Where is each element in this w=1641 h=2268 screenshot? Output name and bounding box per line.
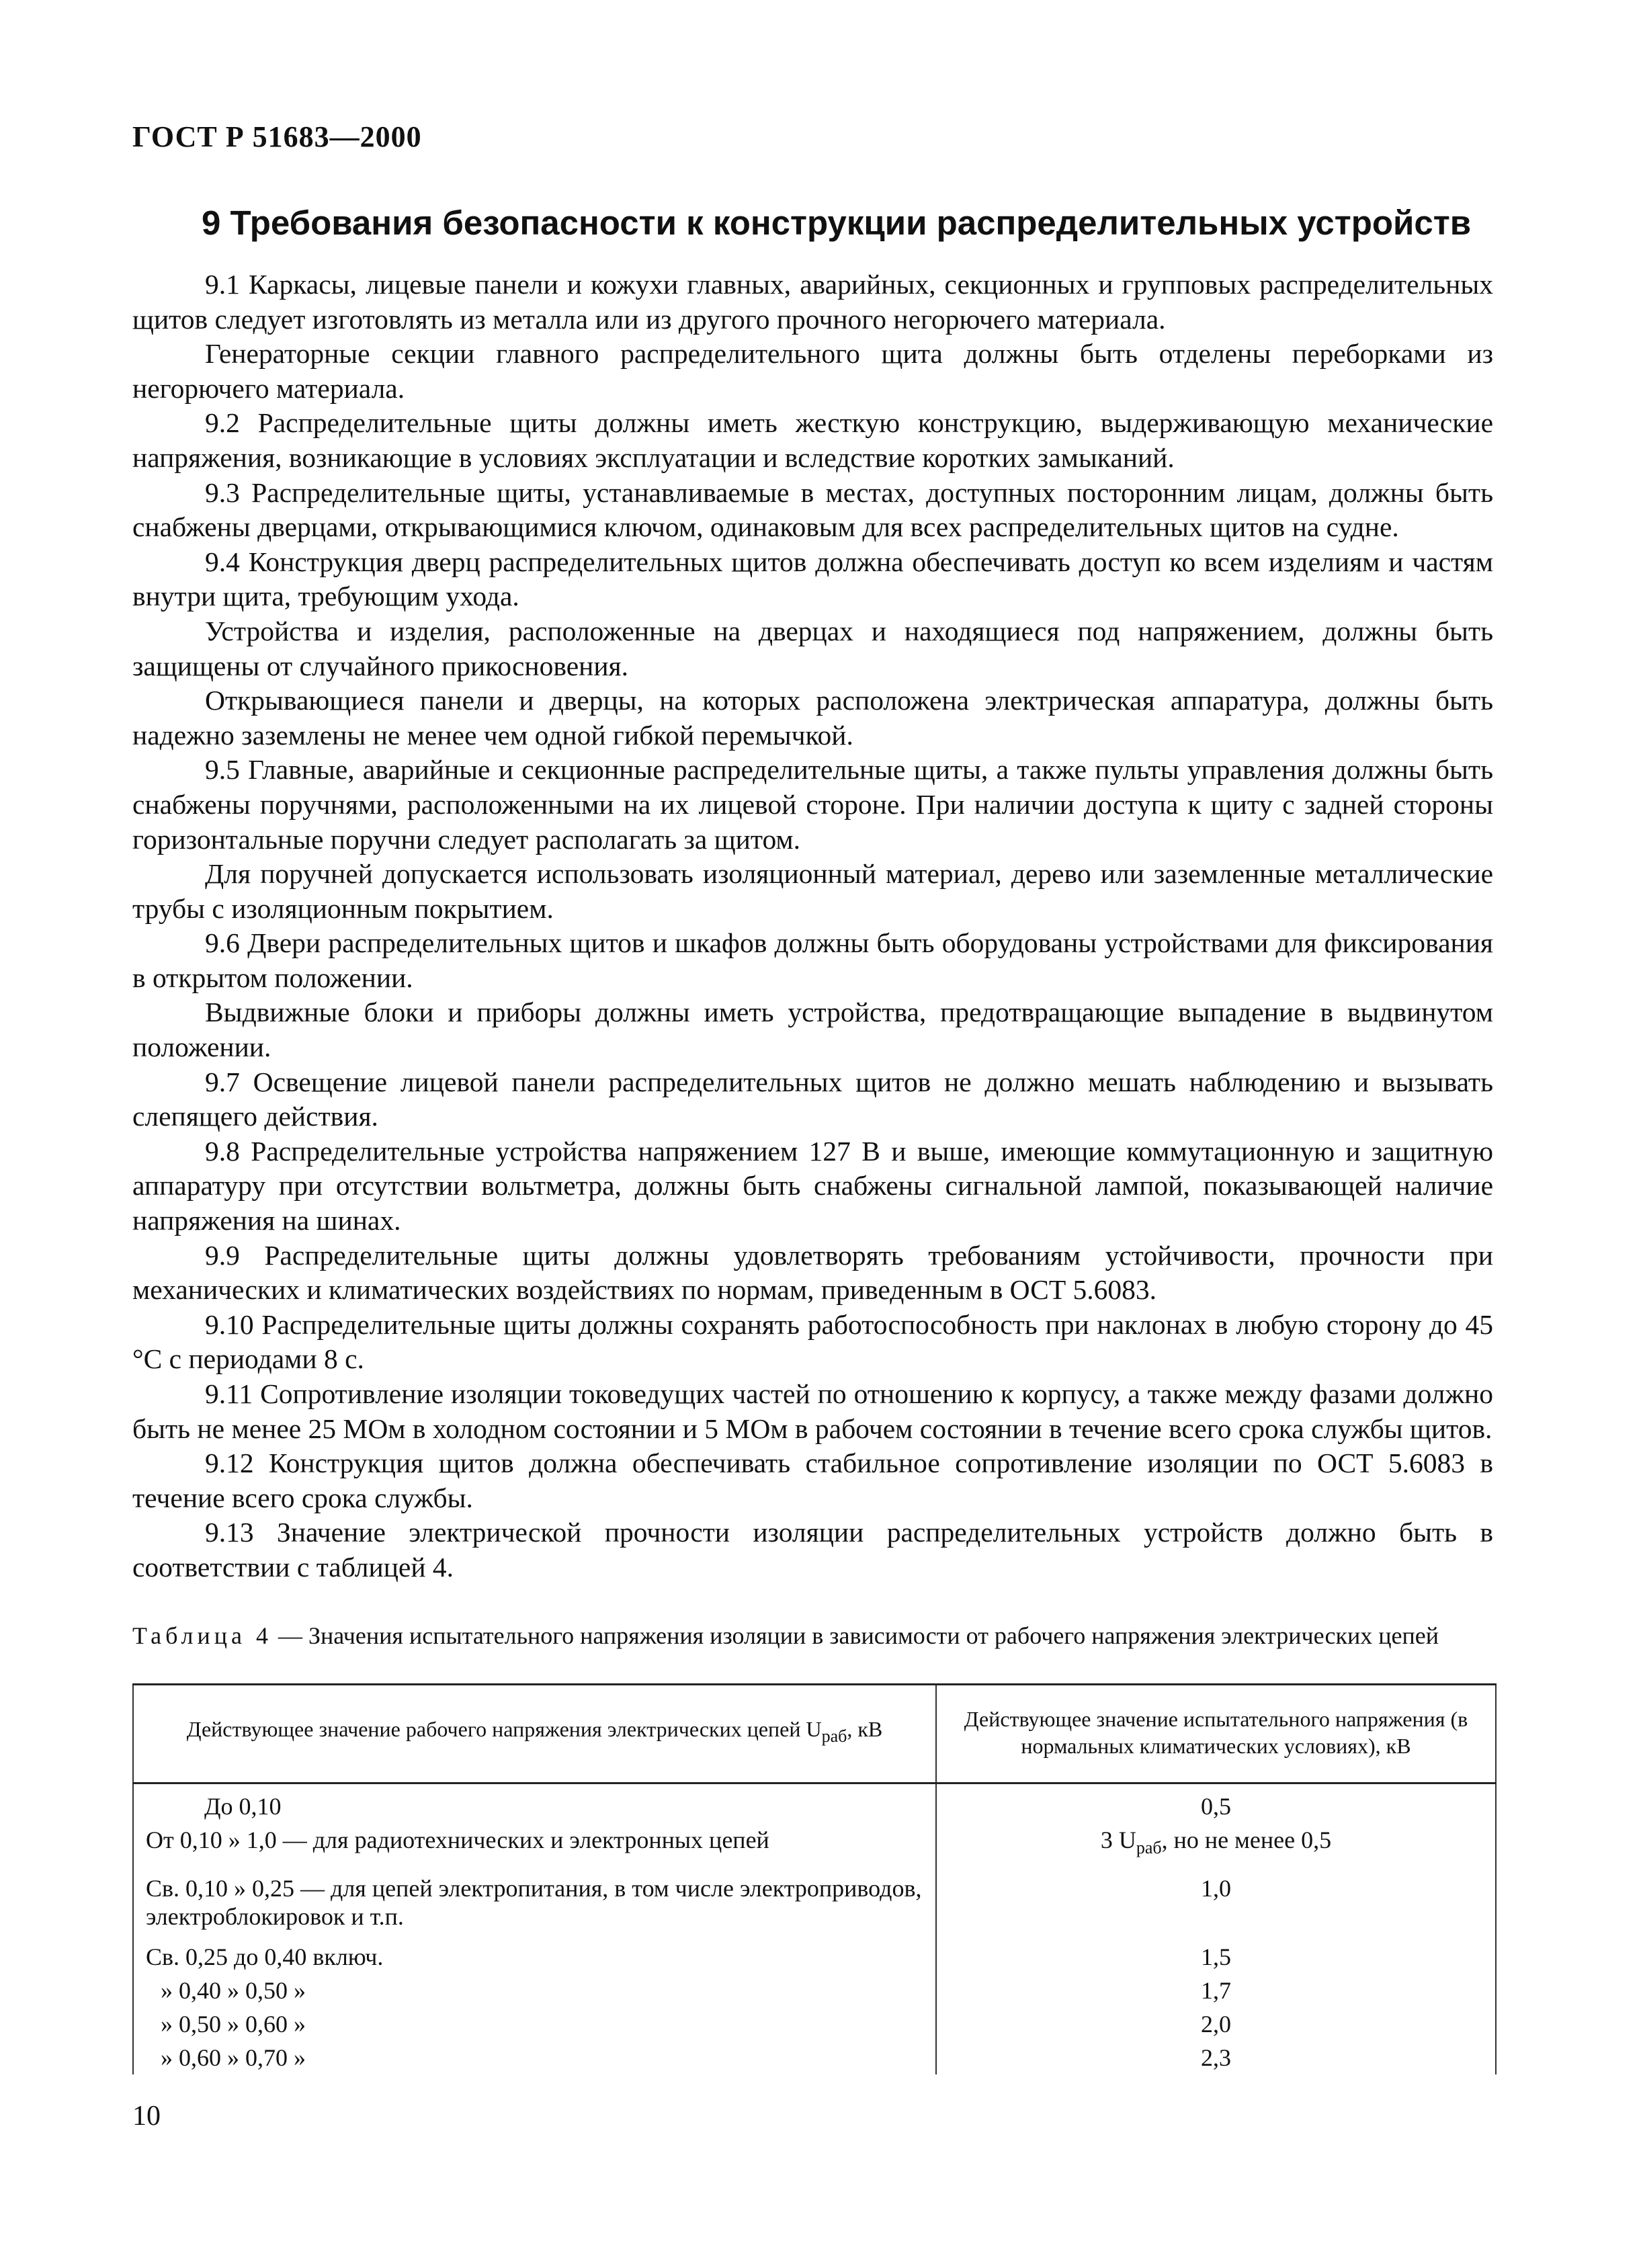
- table-cell: » 0,50 » 0,60 »: [133, 2007, 936, 2041]
- table-header-working-voltage: Действующее значение рабочего напряжения электрических цепей $U_{раб}$, кВ: [133, 1685, 936, 1783]
- table-cell: 1,7: [936, 1974, 1496, 2007]
- table-cell: » 0,40 » 0,50 »: [133, 1974, 936, 2007]
- table-caption-label: Таблица 4: [132, 1622, 272, 1649]
- table-cell: 1,0: [936, 1865, 1496, 1933]
- paragraph-9-13: 9.13 Значение электрической прочности изоляции распределительных устройств должно быть в соответствии с таблицей 4.: [132, 1517, 1493, 1583]
- table-cell: Св. 0,10 » 0,25 — для цепей электропитания, в том числе электроприводов, электроблокировок и т.п.: [133, 1865, 936, 1933]
- voltage-table: [132, 1683, 1497, 2074]
- paragraph: Выдвижные блоки и приборы должны иметь устройства, предотвращающие выпадение в выдвинутом положении.: [132, 997, 1493, 1063]
- table-row: [133, 2007, 1496, 2041]
- table-cell: Св. 0,25 до 0,40 включ.: [133, 1933, 936, 1974]
- table-cell: » 0,60 » 0,70 »: [133, 2041, 936, 2074]
- body-text: [132, 267, 1493, 1585]
- paragraph: Для поручней допускается использовать изоляционный материал, дерево или заземленные металлические трубы с изоляционным покрытием.: [132, 858, 1493, 924]
- table-caption-text: — Значения испытательного напряжения изоляции в зависимости от рабочего напряжения электрических цепей: [271, 1622, 1439, 1649]
- table-header-row: [133, 1685, 1496, 1783]
- table-cell: 0,5: [936, 1783, 1496, 1824]
- table-caption: [132, 1622, 1497, 1650]
- table-cell: 2,3: [936, 2041, 1496, 2074]
- paragraph: Устройства и изделия, расположенные на дверцах и находящиеся под напряжением, должны быть защищены от случайного прикосновения.: [132, 615, 1493, 681]
- table-row: [133, 1933, 1496, 1974]
- paragraph: Открывающиеся панели и дверцы, на которых расположена электрическая аппаратура, должны быть надежно заземлены не менее чем одной гибкой перемычкой.: [132, 685, 1493, 751]
- table-row: [133, 1823, 1496, 1865]
- table-header-test-voltage: Действующее значение испытательного напряжения (в нормальных климатических условиях), кВ: [936, 1685, 1496, 1783]
- paragraph-9-8: 9.8 Распределительные устройства напряжением 127 В и выше, имеющие коммутационную и защитную аппаратуру при отсутствии вольтметра, должны быть снабжены сигнальной лампой, показывающей наличие напряжения на шинах.: [132, 1135, 1493, 1236]
- table-row: [133, 1783, 1496, 1824]
- section-title: 9 Требования безопасности к конструкции распределительных устройств: [202, 204, 1472, 242]
- table-row: [133, 1865, 1496, 1933]
- paragraph-9-6: 9.6 Двери распределительных щитов и шкафов должны быть оборудованы устройствами для фиксирования в открытом положении.: [132, 927, 1493, 993]
- paragraph-9-7: 9.7 Освещение лицевой панели распределительных щитов не должно мешать наблюдению и вызывать слепящего действия.: [132, 1066, 1493, 1132]
- paragraph-9-10: 9.10 Распределительные щиты должны сохранять работоспособность при наклонах в любую сторону до 45 °С с периодами 8 с.: [132, 1308, 1493, 1375]
- table-cell: От 0,10 » 1,0 — для радиотехнических и электронных цепей: [133, 1823, 936, 1865]
- paragraph-9-4: 9.4 Конструкция дверц распределительных щитов должна обеспечивать доступ ко всем изделиям и частям внутри щита, требующим ухода.: [132, 546, 1493, 612]
- document-header: ГОСТ Р 51683—2000: [132, 120, 422, 153]
- paragraph-9-9: 9.9 Распределительные щиты должны удовлетворять требованиям устойчивости, прочности при механических и климатических воздействиях по нормам, приведенным в ОСТ 5.6083.: [132, 1239, 1493, 1306]
- paragraph-9-3: 9.3 Распределительные щиты, устанавливаемые в местах, доступных посторонним лицам, должны быть снабжены дверцами, открывающимися ключом, одинаковым для всех распределительных щитов на судне.: [132, 476, 1493, 543]
- table-row: [133, 1974, 1496, 2007]
- paragraph-9-12: 9.12 Конструкция щитов должна обеспечивать стабильное сопротивление изоляции по ОСТ 5.6083 в течение всего срока службы.: [132, 1447, 1493, 1513]
- paragraph-9-2: 9.2 Распределительные щиты должны иметь жесткую конструкцию, выдерживающую механические напряжения, возникающие в условиях эксплуатации и вследствие коротких замыканий.: [132, 407, 1493, 473]
- table-cell: До 0,10: [133, 1783, 936, 1824]
- paragraph: Генераторные секции главного распределительного щита должны быть отделены переборками из негорючего материала.: [132, 338, 1493, 404]
- paragraph-9-11: 9.11 Сопротивление изоляции токоведущих частей по отношению к корпусу, а также между фазами должно быть не менее 25 МОм в холодном состоянии и 5 МОм в рабочем состоянии в течение всего срока службы щитов.: [132, 1378, 1493, 1444]
- table-cell: 1,5: [936, 1933, 1496, 1974]
- paragraph-9-5: 9.5 Главные, аварийные и секционные распределительные щиты, а также пульты управления должны быть снабжены поручнями, расположенными на их лицевой стороне. При наличии доступа к щиту с задней стороны горизонтальные поручни следует располагать за щитом.: [132, 754, 1493, 855]
- table-cell: 2,0: [936, 2007, 1496, 2041]
- table-row: [133, 2041, 1496, 2074]
- paragraph-9-1: 9.1 Каркасы, лицевые панели и кожухи главных, аварийных, секционных и групповых распределительных щитов следует изготовлять из металла или из другого прочного негорючего материала.: [132, 269, 1493, 335]
- page-number: 10: [132, 2101, 161, 2132]
- table-cell: 3 $U_{раб}$, но не менее 0,5: [936, 1823, 1496, 1865]
